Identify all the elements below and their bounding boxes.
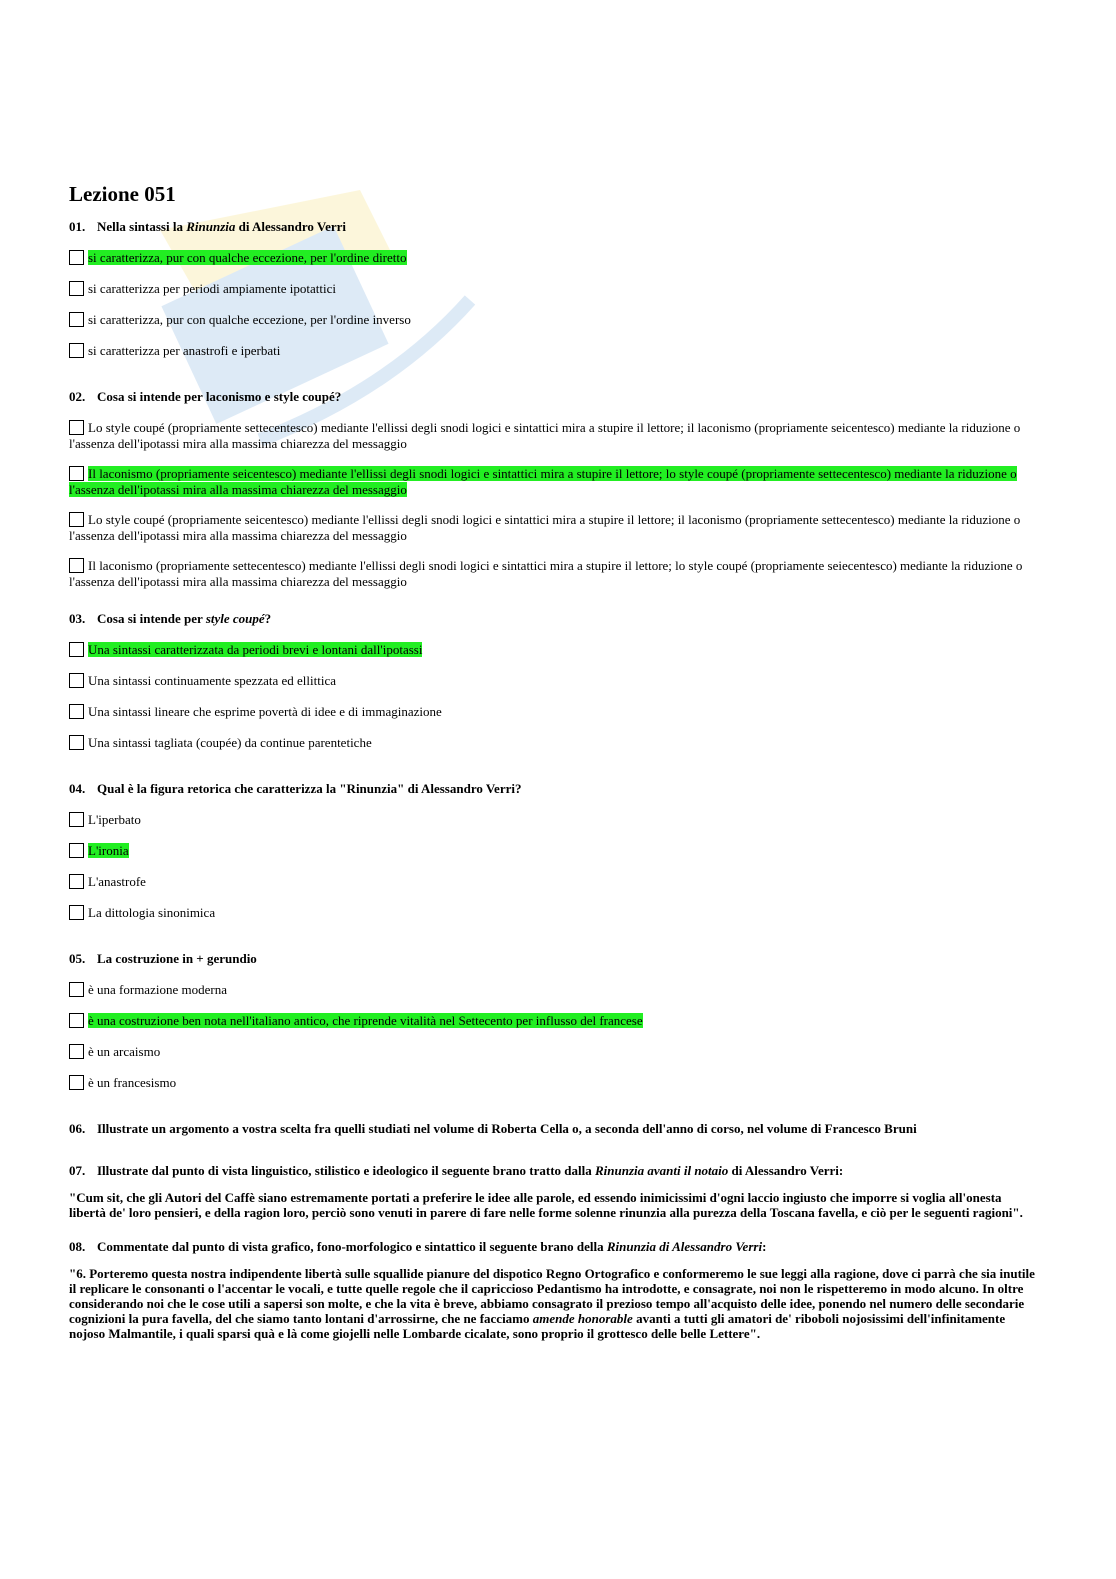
question-text-italic: Rinunzia di Alessandro Verri	[606, 1239, 763, 1254]
answer-checkbox[interactable]	[69, 843, 84, 858]
quoted-passage: "Cum sit, che gli Autori del Caffè siano estremamente portati a preferire le idee alle parole, ed essendo inimicissimi d'ogni laccio ingiusto che imporre si voglia all'onesta libertà de' loro pensieri, e della ragion loro, perciò sono venuti in parere di fare nelle forme solenne rinunzia alla purezza della Toscana favella, e ciò per le seguenti ragioni".	[69, 1190, 1023, 1220]
answer-option	[69, 281, 1037, 299]
correct-answer-text: Una sintassi caratterizzata da periodi brevi e lontani dall'ipotassi	[88, 642, 423, 657]
answer-option	[69, 1044, 1037, 1062]
correct-answer-text: si caratterizza, pur con qualche eccezione, per l'ordine diretto	[88, 250, 407, 265]
question-number: 04.	[69, 781, 86, 796]
question-text-end: :	[762, 1239, 767, 1254]
answer-text: è un francesismo	[88, 1075, 177, 1090]
answer-text: L'iperbato	[88, 812, 141, 827]
question-03	[69, 610, 1037, 628]
answer-checkbox[interactable]	[69, 512, 84, 527]
answer-option	[69, 312, 1037, 330]
answer-text: si caratterizza per anastrofi e iperbati	[88, 343, 281, 358]
answer-text: Lo style coupé (propriamente settecentesco) mediante l'ellissi degli snodi logici e sintattici mira a stupire il lettore; il laconismo (propriamente seicentesco) mediante la riduzione o l'assenza dell'ipotassi mira alla massima chiarezza del messaggio	[69, 420, 1021, 451]
question-text: Cosa si intende per laconismo e style coupé?	[97, 389, 342, 404]
answer-checkbox[interactable]	[69, 343, 84, 358]
answer-option	[69, 735, 1037, 753]
question-06	[69, 1120, 1037, 1138]
question-text-end: di Alessandro Verri	[235, 219, 347, 234]
answer-option	[69, 250, 1037, 268]
answer-option	[69, 512, 1037, 544]
answer-option	[69, 704, 1037, 722]
answer-checkbox[interactable]	[69, 1044, 84, 1059]
answer-option	[69, 982, 1037, 1000]
quoted-passage-text-end: avanti a tutti gli amatori de' riboboli nojosissimi dell'infinitamente nojoso Malmantile, i quali sparsi quà e là come giojelli nelle Lombarde cicalate, sono proprio il grottesco delle belle Lettere".	[69, 1311, 1006, 1341]
answer-option	[69, 673, 1037, 691]
question-number: 07.	[69, 1163, 86, 1178]
answer-text: è una formazione moderna	[88, 982, 227, 997]
question-number: 01.	[69, 219, 86, 234]
question-text: Qual è la figura retorica che caratterizza la "Rinunzia" di Alessandro Verri?	[97, 781, 522, 796]
question-08	[69, 1238, 1037, 1256]
answer-checkbox[interactable]	[69, 312, 84, 327]
question-number: 02.	[69, 389, 86, 404]
answer-checkbox[interactable]	[69, 905, 84, 920]
answer-option	[69, 1075, 1037, 1093]
answer-checkbox[interactable]	[69, 466, 84, 481]
question-text: Commentate dal punto di vista grafico, fono-morfologico e sintattico il seguente brano della	[97, 1239, 607, 1254]
answer-checkbox[interactable]	[69, 874, 84, 889]
answer-option	[69, 466, 1037, 498]
answer-checkbox[interactable]	[69, 558, 84, 573]
question-number: 05.	[69, 951, 86, 966]
answer-checkbox[interactable]	[69, 812, 84, 827]
answer-checkbox[interactable]	[69, 642, 84, 657]
question-text: Nella sintassi la	[97, 219, 187, 234]
answer-text: Una sintassi lineare che esprime povertà di idee e di immaginazione	[88, 704, 442, 719]
answer-checkbox[interactable]	[69, 982, 84, 997]
answer-text: Una sintassi tagliata (coupée) da continue parentetiche	[88, 735, 372, 750]
question-text-end: di Alessandro Verri:	[728, 1163, 844, 1178]
lesson-page	[69, 180, 1037, 1357]
answer-text: L'anastrofe	[88, 874, 146, 889]
question-04	[69, 780, 1037, 798]
question-text-italic: Rinunzia avanti il notaio	[594, 1163, 729, 1178]
answer-option	[69, 642, 1037, 660]
answer-text: Il laconismo (propriamente settecentesco) mediante l'ellissi degli snodi logici e sintattici mira a stupire il lettore; lo style coupé (propriamente seiecentesco) mediante la riduzione o l'assenza dell'ipotassi mira alla massima chiarezza del messaggio	[69, 558, 1023, 589]
answer-text: Lo style coupé (propriamente seicentesco) mediante l'ellissi degli snodi logici e sintattici mira a stupire il lettore; il laconismo (propriamente settecentesco) mediante la riduzione o l'assenza dell'ipotassi mira alla massima chiarezza del messaggio	[69, 512, 1021, 543]
answer-text: si caratterizza, pur con qualche eccezione, per l'ordine inverso	[88, 312, 411, 327]
answer-checkbox[interactable]	[69, 1075, 84, 1090]
correct-answer-text: è una costruzione ben nota nell'italiano antico, che riprende vitalità nel Settecento per influsso del francese	[88, 1013, 643, 1028]
answer-checkbox[interactable]	[69, 281, 84, 296]
question-01	[69, 218, 1037, 236]
answer-checkbox[interactable]	[69, 673, 84, 688]
question-number: 03.	[69, 611, 86, 626]
question-07	[69, 1162, 1037, 1180]
correct-answer-text: Il laconismo (propriamente seicentesco) mediante l'ellissi degli snodi logici e sintattici mira a stupire il lettore; lo style coupé (propriamente settecentesco) mediante la riduzione o l'assenza dell'ipotassi mira alla massima chiarezza del messaggio	[69, 466, 1017, 497]
question-text-italic: style coupé	[205, 611, 265, 626]
question-text-end: ?	[264, 611, 272, 626]
answer-checkbox[interactable]	[69, 420, 84, 435]
answer-option	[69, 558, 1037, 590]
answer-option	[69, 843, 1037, 861]
quoted-passage	[69, 1266, 1037, 1341]
answer-text: è un arcaismo	[88, 1044, 161, 1059]
answer-text: La dittologia sinonimica	[88, 905, 216, 920]
page-title: Lezione 051	[69, 182, 176, 206]
answer-option	[69, 905, 1037, 923]
answer-option	[69, 1013, 1037, 1031]
question-text-italic: Rinunzia	[186, 219, 236, 234]
question-number: 08.	[69, 1239, 86, 1254]
answer-text: si caratterizza per periodi ampiamente ipotattici	[88, 281, 336, 296]
answer-checkbox[interactable]	[69, 250, 84, 265]
answer-option	[69, 874, 1037, 892]
question-text: Illustrate dal punto di vista linguistico, stilistico e ideologico il seguente brano tratto dalla	[97, 1163, 595, 1178]
question-text: La costruzione in + gerundio	[97, 951, 257, 966]
question-02	[69, 388, 1037, 406]
answer-option	[69, 420, 1037, 452]
correct-answer-text: L'ironia	[88, 843, 129, 858]
question-05	[69, 950, 1037, 968]
answer-checkbox[interactable]	[69, 735, 84, 750]
answer-option	[69, 343, 1037, 361]
question-number: 06.	[69, 1121, 86, 1136]
answer-checkbox[interactable]	[69, 1013, 84, 1028]
answer-option	[69, 812, 1037, 830]
answer-checkbox[interactable]	[69, 704, 84, 719]
question-text: Illustrate un argomento a vostra scelta fra quelli studiati nel volume di Roberta Cella o, a seconda dell'anno di corso, nel volume di Francesco Bruni	[97, 1121, 917, 1136]
quoted-passage-italic: amende honorable	[532, 1311, 633, 1326]
question-text: Cosa si intende per	[97, 611, 206, 626]
answer-text: Una sintassi continuamente spezzata ed ellittica	[88, 673, 336, 688]
quoted-passage-text: "6. Porteremo questa nostra indipendente libertà sulle squallide pianure del dispotico Regno Ortografico e conformeremo le sue leggi alla ragione, dove ci parrà che sia inutile il replicare le consonanti o l'accentar le vocali, e tutte quelle regole che il capriccioso Pedantismo ha introdotte, e consagrate, noi non le rispetteremo in modo alcuno. In oltre considerando noi che le cose utili a sapersi son molte, e che la vita è breve, abbiamo consagrato il prezioso tempo all'acquisto delle idee, ponendo nel numero delle secondarie cognizioni la pura favella, del che siamo tanto lontani d'arrossirne, che ne facciamo	[69, 1266, 1035, 1326]
